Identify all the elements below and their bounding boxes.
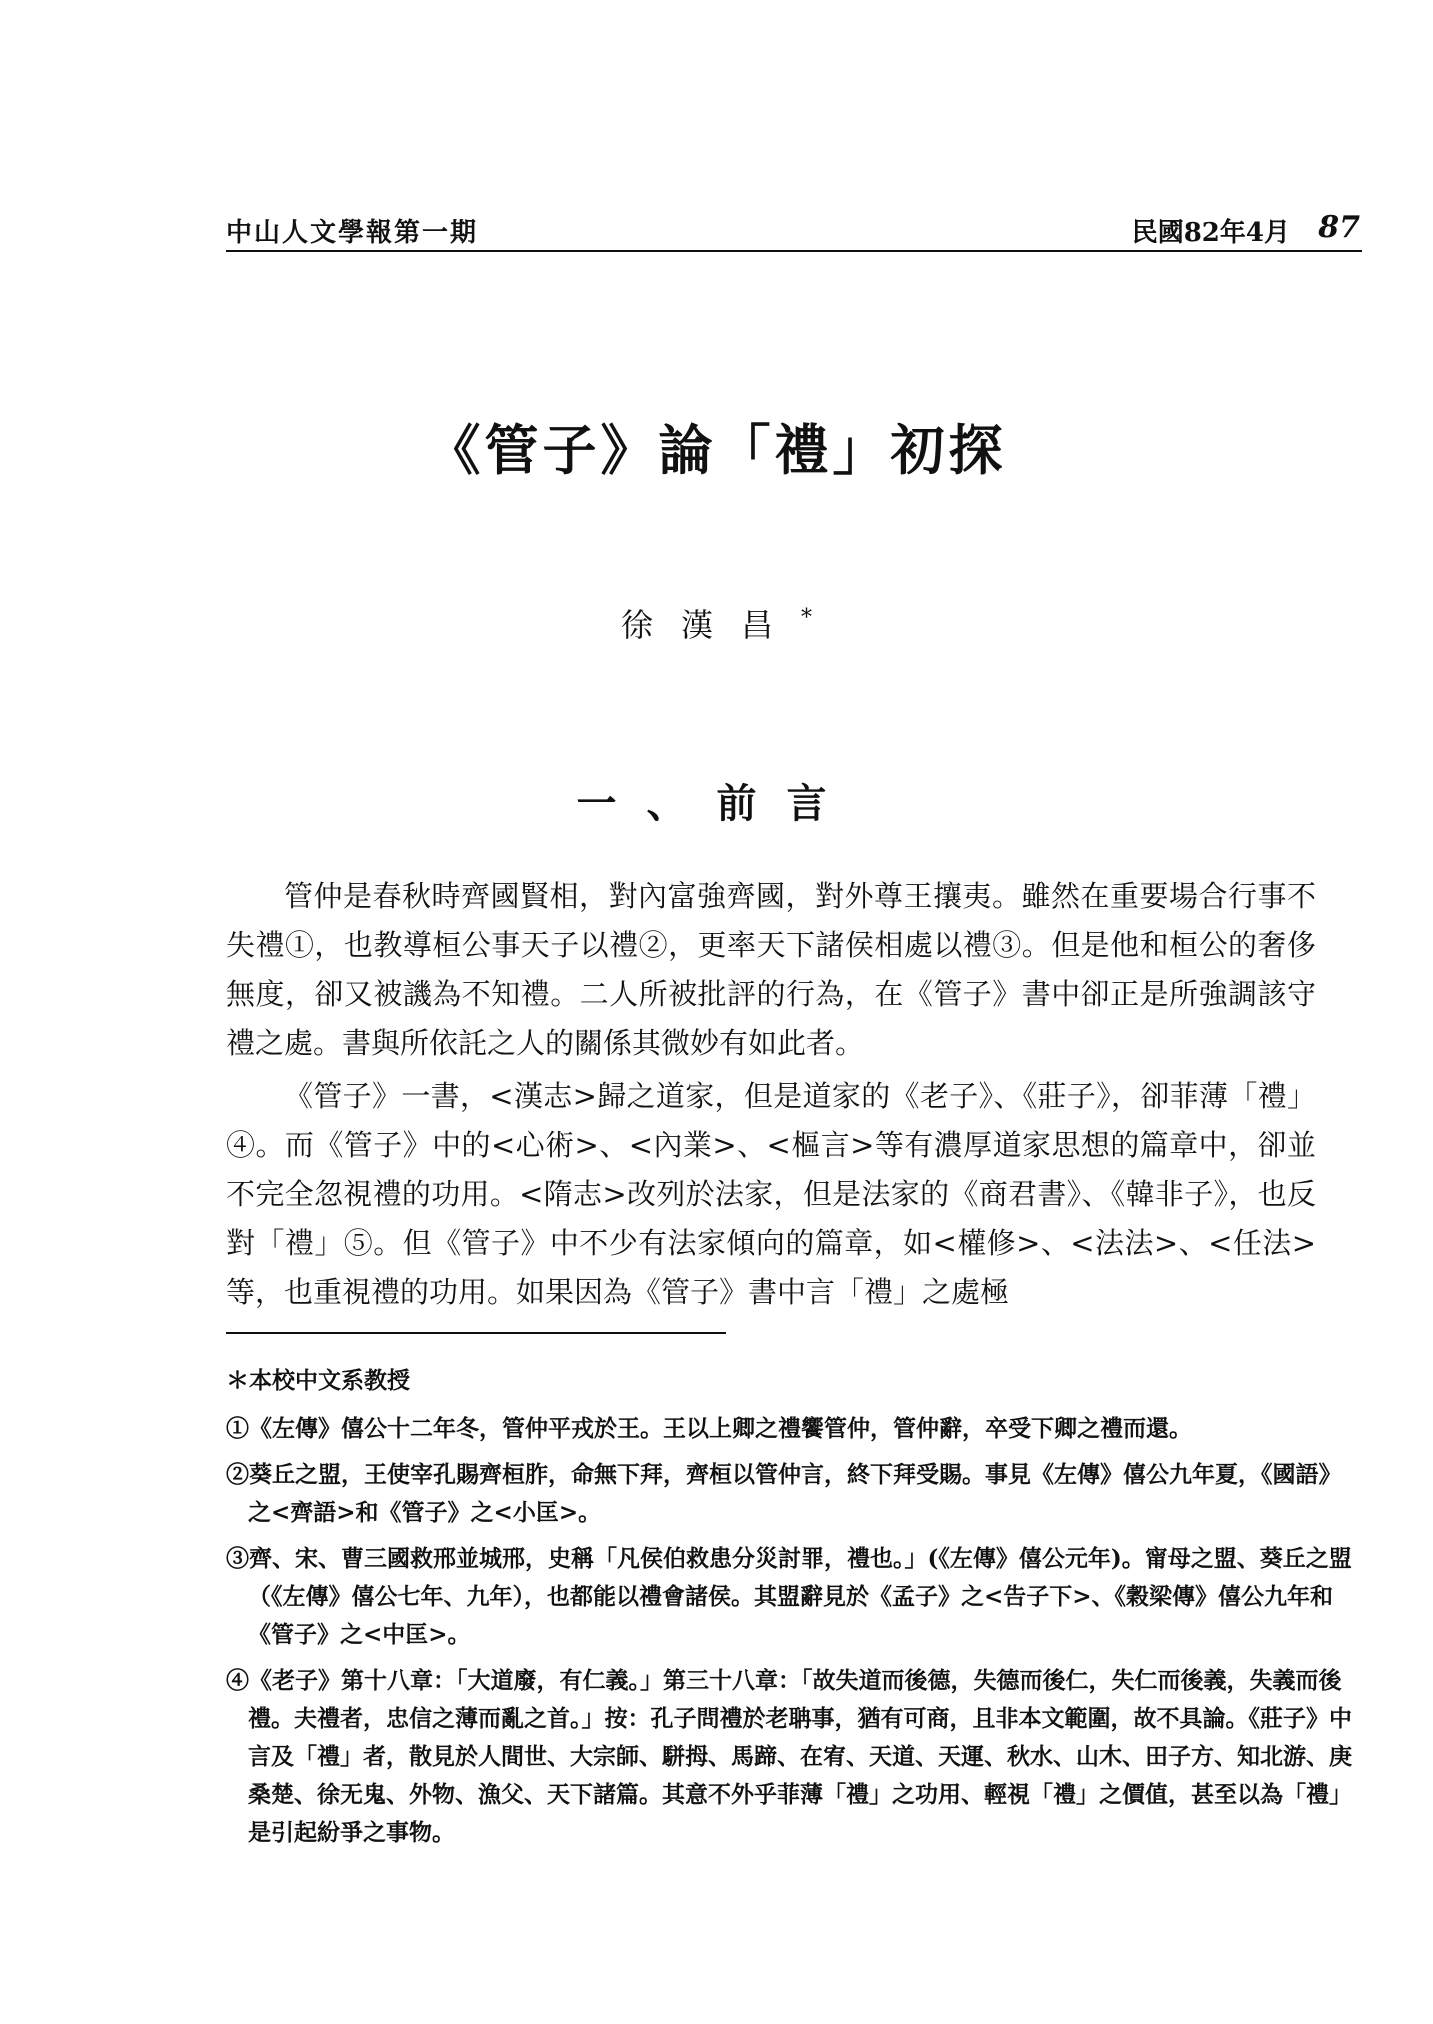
journal-name: 中山人文學報第一期 (226, 218, 479, 248)
author-name: 徐漢昌 (620, 606, 801, 644)
footnote-3: ③齊、宋、曹三國救邢並城邢，史稱「凡侯伯救患分災討罪，禮也。」(《左傳》僖公元年)。甯母之盟、葵丘之盟（《左傳》僖公七年、九年），也都能以禮會諸侯。其盟辭見於《孟子》之<告子下>、《穀梁傳》僖公九年和《管子》之<中匡>。 (226, 1545, 1352, 1648)
paragraph-1: 管仲是春秋時齊國賢相，對內富強齊國，對外尊王攘夷。雖然在重要場合行事不失禮①，也教導桓公事天子以禮②，更率天下諸侯相處以禮③。但是他和桓公的奢侈無度，卻又被譏為不知禮。二人所被批評的行為，在《管子》書中卻正是所強調該守禮之處。書與所依託之人的關係其微妙有如此者。 (226, 879, 1316, 1060)
footnotes (226, 1362, 1356, 1860)
paragraph-2: 《管子》一書，<漢志>歸之道家，但是道家的《老子》、《莊子》，卻菲薄「禮」④。而《管子》中的<心術>、<內業>、<樞言>等有濃厚道家思想的篇章中，卻並不完全忽視禮的功用。<隋志>改列於法家，但是法家的《商君書》、《韓非子》，也反對「禮」⑤。但《管子》中不少有法家傾向的篇章，如<權修>、<法法>、<任法>等，也重視禮的功用。如果因為《管子》書中言「禮」之處極 (226, 1079, 1316, 1309)
footnote-1: ①《左傳》僖公十二年冬，管仲平戎於王。王以上卿之禮饗管仲，管仲辭，卒受下卿之禮而還。 (226, 1415, 1192, 1442)
article-title: 《管子》論「禮」初探 (426, 418, 1007, 482)
author-affiliation-note: ＊本校中文系教授 (226, 1367, 410, 1394)
header-rule (226, 250, 1362, 252)
issue-date: 民國82年4月 (1131, 218, 1290, 248)
body-text (226, 872, 1316, 1321)
author-footnote-mark: * (801, 605, 812, 631)
footnote-4: ④《老子》第十八章：「大道廢，有仁義。」第三十八章：「故失道而後德，失德而後仁，失仁而後義，失義而後禮。夫禮者，忠信之薄而亂之首。」按：孔子問禮於老聃事，猶有可商，且非本文範圍，故不具論。《莊子》中言及「禮」者，散見於人間世、大宗師、駢拇、馬蹄、在宥、天道、天運、秋水、山木、田子方、知北游、庚桑楚、徐无鬼、外物、漁父、天下諸篇。其意不外乎菲薄「禮」之功用、輕視「禮」之價值，甚至以為「禮」是引起紛爭之事物。 (226, 1667, 1352, 1846)
footnote-rule (226, 1332, 726, 1334)
section-heading: 一、前言 (576, 780, 857, 827)
footnote-2: ②葵丘之盟，王使宰孔賜齊桓胙，命無下拜，齊桓以管仲言，終下拜受賜。事見《左傳》僖公九年夏，《國語》之<齊語>和《管子》之<小匡>。 (226, 1461, 1342, 1526)
page-number: 87 (1318, 210, 1360, 245)
author-line (0, 600, 1433, 646)
running-header (226, 212, 1362, 252)
